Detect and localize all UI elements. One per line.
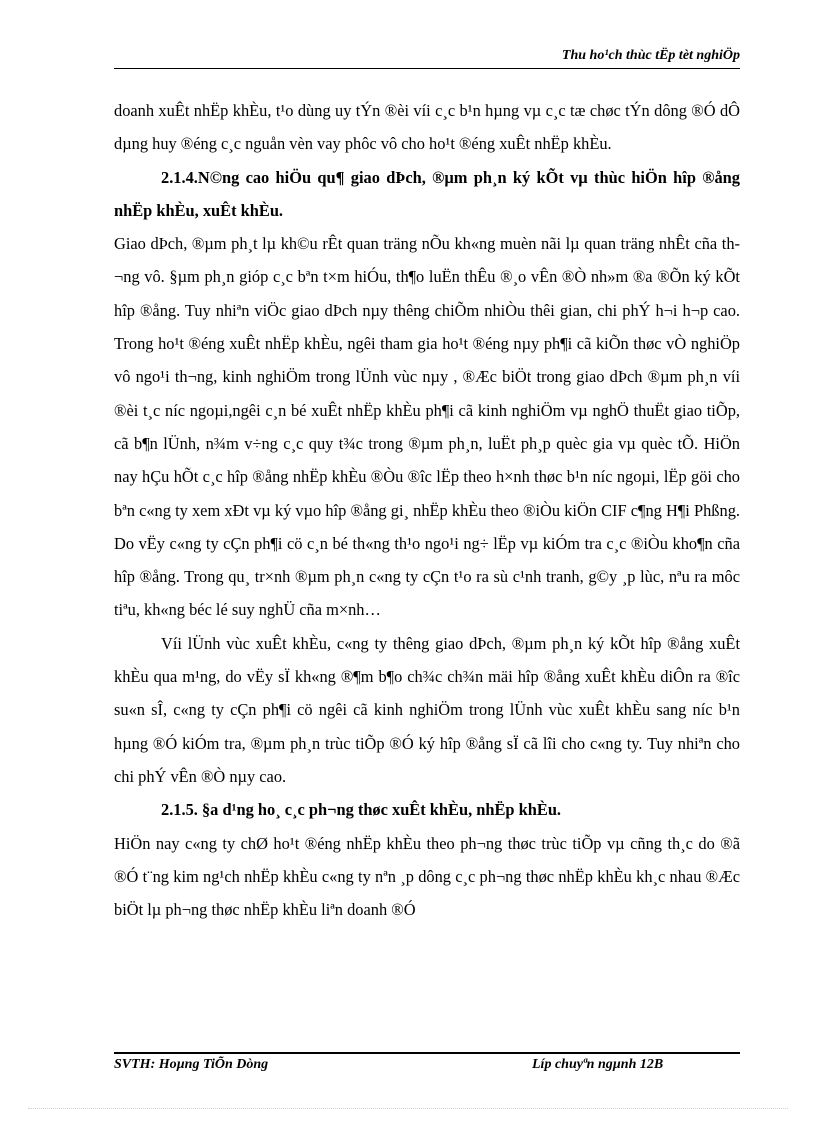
section-heading-2-1-5: 2.1.5. §a d¹ng ho¸ c¸c ph¬ng thøc xuÊt khÈu, nhËp khÈu. [161, 800, 562, 820]
footer-author: SVTH: Hoµng TiÕn Dòng [114, 1057, 269, 1072]
section-heading-2-1-4: 2.1.4.N©ng cao hiÖu qu¶ giao dÞch, ®µm ph¸n ký kÕt vµ thùc hiÖn hîp ®ång nhËp khÈu, xuÊt khÈu. [114, 167, 740, 220]
paragraph-4: HiÖn nay c«ng ty chØ ho¹t ®éng nhËp khÈu theo ph¬ng thøc trùc tiÕp vµ cñng th¸c do ®ã ®Ó t¨ng kim ng¹ch nhËp khÈu c«ng ty nªn ¸p dông c¸c ph¬ng thøc nhËp khÈu kh¸c nhau ®Æc biÖt lµ ph¬ng thøc nhËp khÈu liªn doanh ®Ó [114, 833, 740, 920]
paragraph-3: Víi lÜnh vùc xuÊt khÈu, c«ng ty thêng giao dÞch, ®µm ph¸n ký kÕt hîp ®ång xuÊt khÈu qua m¹ng, do vËy sÏ kh«ng ®¶m b¶o ch¾c ch¾n mäi hîp ®ång xuÊt khÈu diÔn ra ®îc su«n sÎ, c«ng ty cÇn ph¶i cö ngêi cã kinh nghiÖm trong lÜnh vùc xuÊt khÈu sang níc b¹n hµng ®Ó kiÓm tra, ®µm ph¸n trùc tiÕp ®Ó ký hîp ®ång sÏ cã lîi cho c«ng ty. Tuy nhiªn cho chi phÝ vÊn ®Ò nµy cao. [114, 633, 740, 786]
footer-rule [114, 1052, 740, 1054]
running-header: Thu ho¹ch thùc tËp tèt nghiÖp [561, 48, 740, 63]
page-boundary-line [28, 1108, 788, 1109]
paragraph-1: doanh xuÊt nhËp khÈu, t¹o dùng uy tÝn ®èi víi c¸c b¹n hµng vµ c¸c tæ chøc tÝn dông ®Ó dÔ dµng huy ®éng c¸c nguån vèn vay phôc vô cho ho¹t ®éng xuÊt nhËp khÈu. [114, 101, 740, 154]
paragraph-2: Giao dÞch, ®µm ph¸t lµ kh©u rÊt quan träng nÕu kh«ng muèn nãi lµ quan träng nhÊt cña th¬ng vô. §µm ph¸n gióp c¸c bªn t×m hiÓu, th¶o luËn thÊu ®¸o vÊn ®Ò nh»m ®a ®Õn ký kÕt hîp ®ång. Tuy nhiªn viÖc giao dÞch nµy thêng chiÕm nhiÒu thêi gian, chi phÝ h¬i h¬p cao. Trong ho¹t ®éng xuÊt nhËp khÈu, ngêi tham gia ho¹t ®éng nµy ph¶i cã kiÕn thøc vÒ nghiÖp vô ngo¹i th¬ng, kinh nghiÖm trong lÜnh vùc nµy , ®Æc biÖt trong giao dÞch ®µm ph¸n víi ®èi t¸c níc ngoµi,ngêi c¸n bé xuÊt nhËp khÈu ph¶i cã kinh nghiÖm vµ nghÖ thuËt giao tiÕp, cã b¶n lÜnh, n¾m v÷ng c¸c quy t¾c trong ®µm ph¸n, luËt ph¸p quèc gia vµ quèc tÕ. HiÖn nay hÇu hÕt c¸c hîp ®ång nhËp khÈu ®Òu ®îc lËp theo h×nh thøc b¹n níc ngoµi, lËp göi cho bªn c«ng ty xem xÐt vµ ký vµo hîp ®ång gi¸ nhËp khÈu theo ®iÒu kiÖn CIF c¶ng H¶i Phßng. Do vËy c«ng ty cÇn ph¶i cö c¸n bé th«ng th¹o ngo¹i ng÷ lËp vµ kiÓm tra c¸c ®iÒu kho¶n cña hîp ®ång. Trong qu¸ tr×nh ®µm ph¸n c«ng ty cÇn t¹o ra sù c¹nh tranh, g©y ¸p lùc, nªu ra môc tiªu, kh«ng béc lé suy nghÜ cña m×nh… [114, 234, 740, 620]
footer-class: Líp chuyªn ngµnh 12B [532, 1057, 664, 1072]
body-text [114, 94, 740, 926]
header-rule [114, 68, 740, 69]
